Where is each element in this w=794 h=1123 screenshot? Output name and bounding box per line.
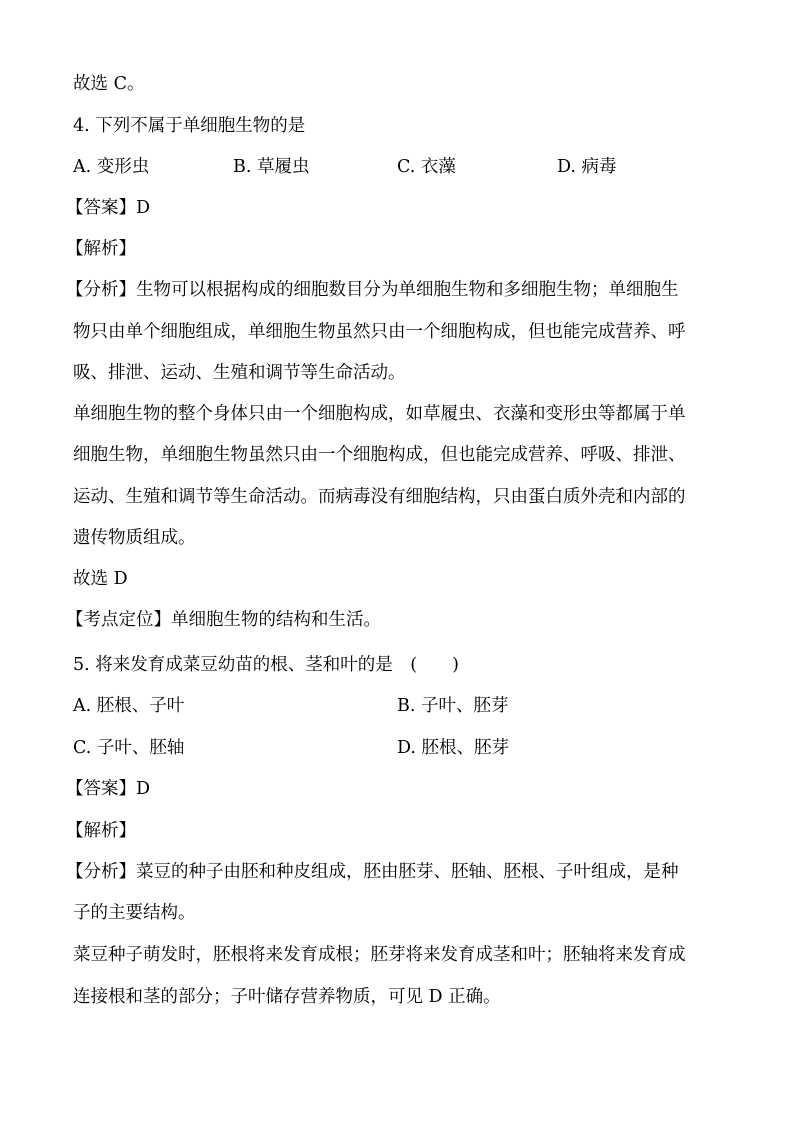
q5-question: 5. 将来发育成菜豆幼苗的根、茎和叶的是 ( ) — [73, 655, 459, 675]
q4-analysis-line: 【分析】生物可以根据构成的细胞数目分为单细胞生物和多细胞生物；单细胞生 — [66, 280, 679, 300]
q5-analysis-label: 【解析】 — [66, 821, 136, 841]
q5-option-a: A. 胚根、子叶 — [73, 696, 185, 716]
q4-detail-line: 遗传物质组成。 — [73, 528, 196, 548]
q4-option-c: C. 衣藻 — [397, 157, 456, 177]
q4-option-d: D. 病毒 — [557, 157, 617, 177]
q5-detail-line: 菜豆种子萌发时，胚根将来发育成根；胚芽将来发育成茎和叶；胚轴将来发育成 — [73, 945, 686, 965]
q5-analysis-line: 子的主要结构。 — [73, 903, 196, 923]
q4-option-a: A. 变形虫 — [73, 157, 150, 177]
q5-analysis-line: 【分析】菜豆的种子由胚和种皮组成，胚由胚芽、胚轴、胚根、子叶组成，是种 — [66, 862, 679, 882]
q4-analysis-line: 物只由单个细胞组成，单细胞生物虽然只由一个细胞构成，但也能完成营养、呼 — [73, 322, 686, 342]
q4-option-b: B. 草履虫 — [233, 157, 310, 177]
q4-detail-line: 细胞生物，单细胞生物虽然只由一个细胞构成，但也能完成营养、呼吸、排泄、 — [73, 445, 686, 465]
q5-option-c: C. 子叶、胚轴 — [73, 738, 185, 758]
q4-knowledge-point: 【考点定位】单细胞生物的结构和生活。 — [66, 610, 381, 630]
q4-analysis-label: 【解析】 — [66, 239, 136, 259]
q5-detail-line: 连接根和茎的部分；子叶储存营养物质，可见 D 正确。 — [73, 987, 501, 1007]
q5-option-d: D. 胚根、胚芽 — [397, 738, 510, 758]
previous-answer: 故选 C。 — [73, 74, 145, 94]
q4-detail-line: 单细胞生物的整个身体只由一个细胞构成，如草履虫、衣藻和变形虫等都属于单 — [73, 404, 686, 424]
q4-conclusion: 故选 D — [73, 569, 128, 589]
q5-option-b: B. 子叶、胚芽 — [397, 696, 509, 716]
q4-analysis-line: 吸、排泄、运动、生殖和调节等生命活动。 — [73, 363, 406, 383]
q4-question: 4. 下列不属于单细胞生物的是 — [73, 116, 306, 136]
q4-detail-line: 运动、生殖和调节等生命活动。而病毒没有细胞结构，只由蛋白质外壳和内部的 — [73, 487, 686, 507]
q4-answer: 【答案】D — [66, 198, 151, 218]
q5-answer: 【答案】D — [66, 779, 151, 799]
